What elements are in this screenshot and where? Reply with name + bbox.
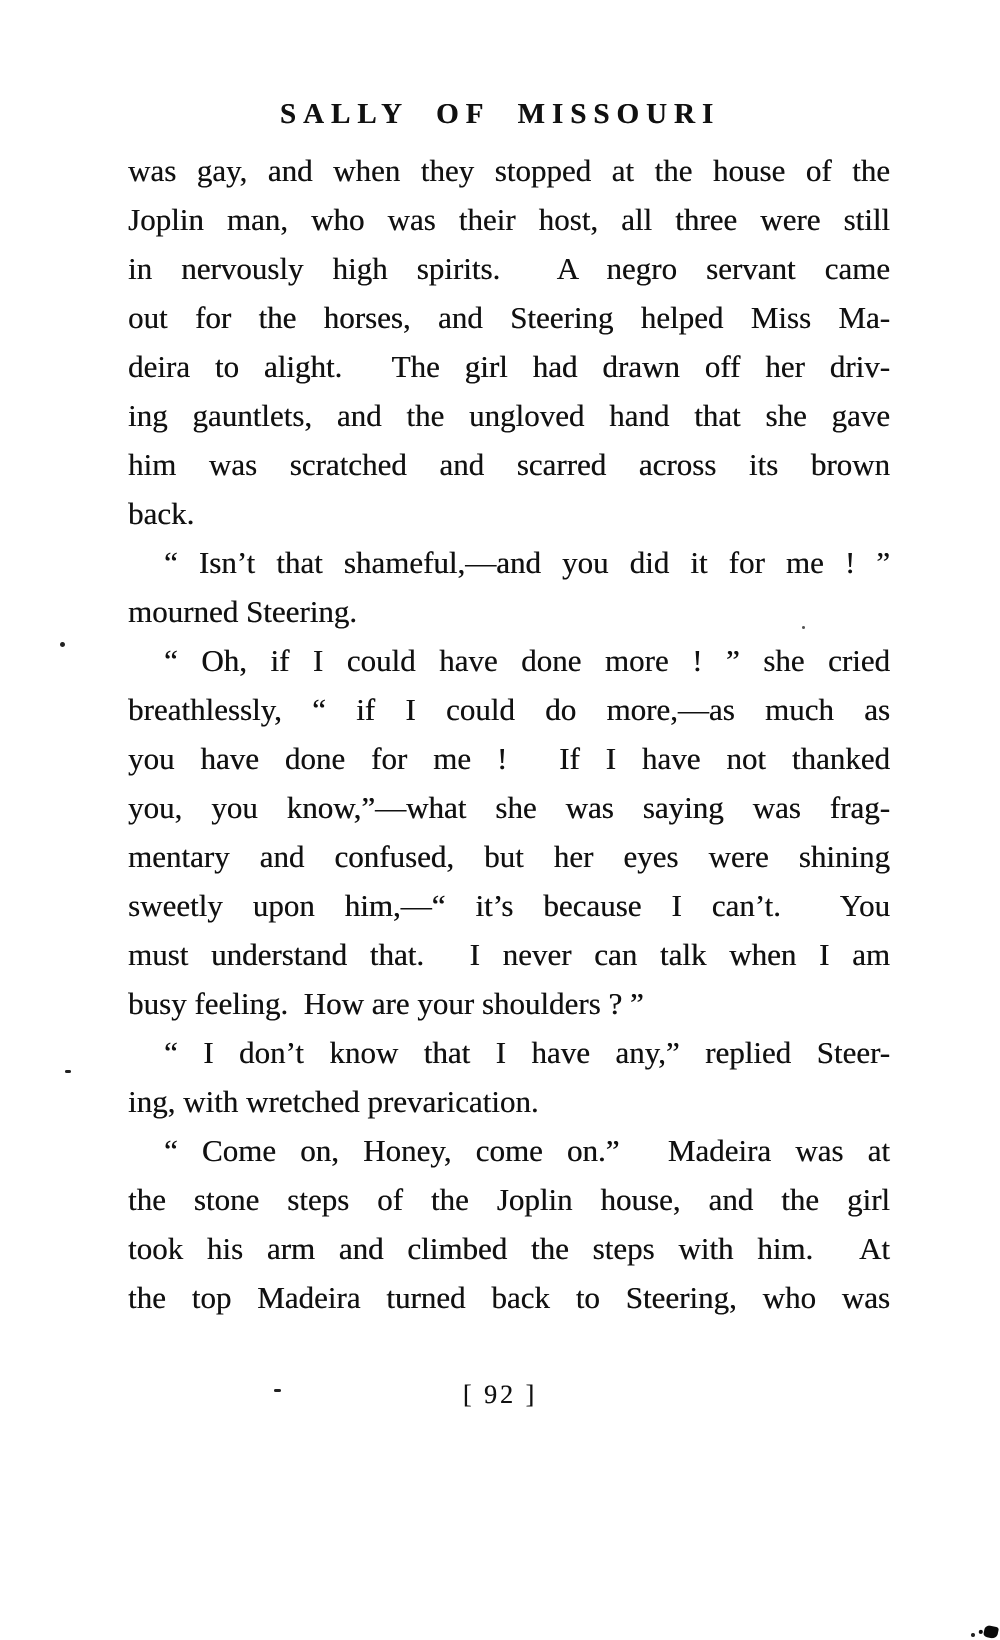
text-line: “ Isn’t that shameful,—and you did it for me ! ” [164,545,890,580]
ink-speck [802,626,805,629]
text-line: out for the horses, and Steering helped Miss Ma- [128,300,890,335]
text-line: back. [128,496,195,531]
text-line: “ Come on, Honey, come on.” Madeira was at [164,1133,890,1168]
text-line: ing gauntlets, and the ungloved hand that she gave [128,398,890,433]
text-line: breathlessly, “ if I could do more,—as much as [128,692,890,727]
text-line: deira to alight. The girl had drawn off her driv- [128,349,890,384]
text-line: mentary and confused, but her eyes were shining [128,839,890,874]
ink-speck [274,1389,281,1392]
running-header: SALLY OF MISSOURI [279,98,721,130]
text-line: Joplin man, who was their host, all three were still [128,202,890,237]
text-line: took his arm and climbed the steps with him. At [128,1231,890,1266]
page-body-text [128,146,890,1322]
ink-blot [983,1625,999,1640]
ink-speck [971,1633,975,1637]
ink-speck [65,1070,71,1073]
text-line: mourned Steering. [128,594,358,629]
text-line: you have done for me ! If I have not thanked [128,741,890,776]
text-line: was gay, and when they stopped at the house of the [128,153,890,188]
text-line: must understand that. I never can talk when I am [128,937,890,972]
text-line: the top Madeira turned back to Steering, who was [128,1280,890,1315]
page-number: [ 92 ] [462,1380,538,1409]
text-line: ing, with wretched prevarication. [128,1084,539,1119]
text-line: busy feeling. How are your shoulders ? ” [128,986,644,1021]
text-line: the stone steps of the Joplin house, and the girl [128,1182,890,1217]
text-line: “ I don’t know that I have any,” replied Steer- [164,1035,890,1070]
text-line: him was scratched and scarred across its brown [128,447,890,482]
text-line: sweetly upon him,—“ it’s because I can’t. You [128,888,890,923]
text-line: in nervously high spirits. A negro servant came [128,251,890,286]
ink-speck [60,642,65,647]
text-line: you, you know,”—what she was saying was frag- [128,790,890,825]
text-line: “ Oh, if I could have done more ! ” she cried [164,643,890,678]
